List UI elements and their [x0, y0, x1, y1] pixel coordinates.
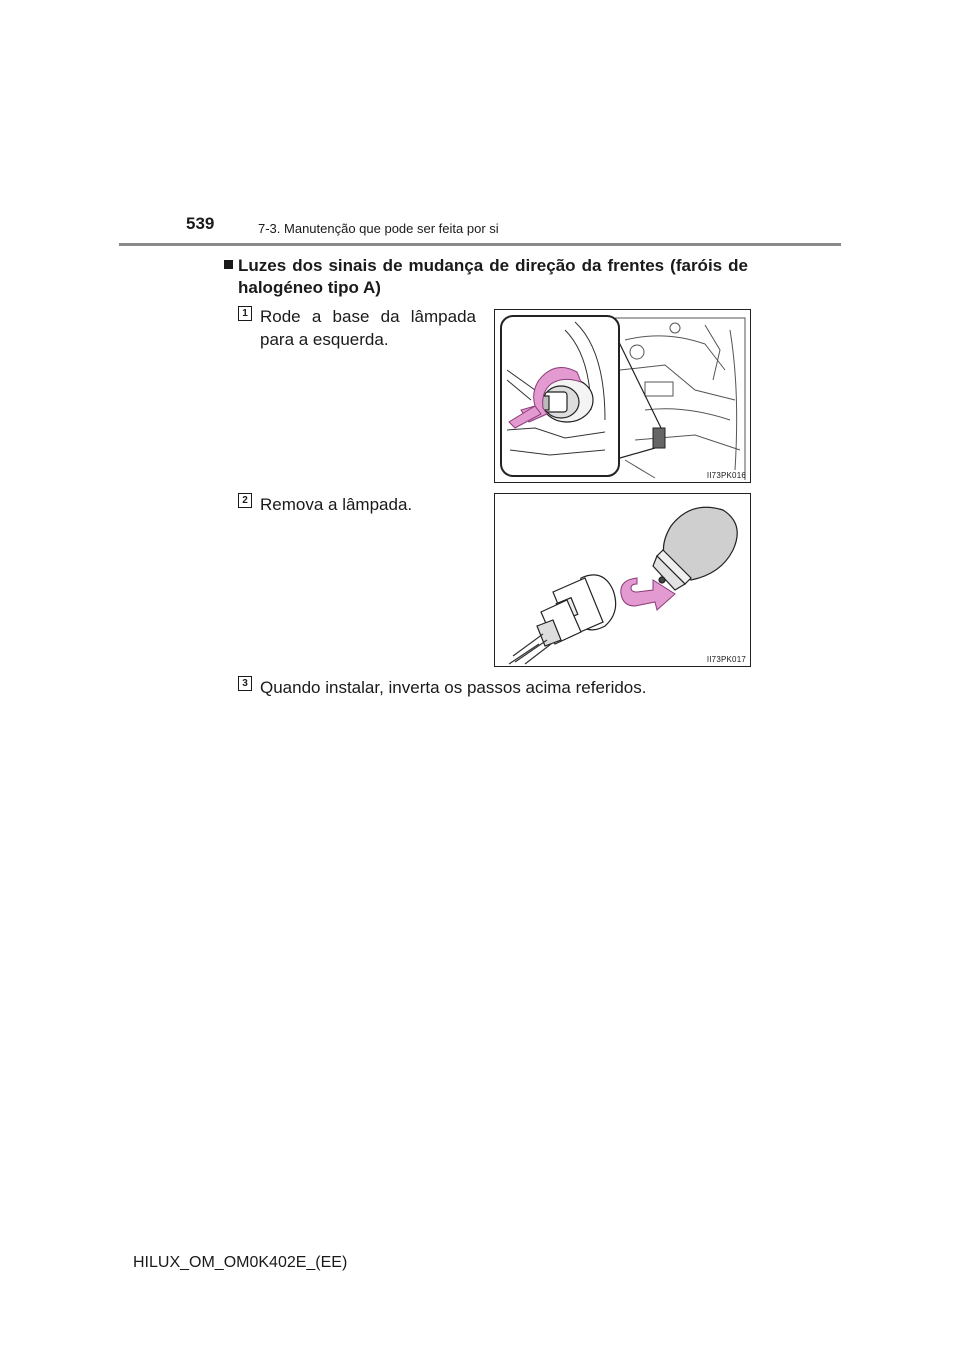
square-bullet-icon	[224, 260, 233, 269]
step-3-number: 3	[238, 676, 252, 691]
step-2-number: 2	[238, 493, 252, 508]
document-code-footer: HILUX_OM_OM0K402E_(EE)	[133, 1254, 348, 1271]
step-2-figure	[494, 493, 751, 667]
bulb-removal-illustration	[495, 494, 750, 666]
step-1-text: Rode a base da lâmpada para a esquerda.	[260, 307, 476, 349]
procedure-heading-text: Luzes dos sinais de mudança de direção da frentes (faróis de halogéneo tipo A)	[238, 256, 748, 297]
step-3-text: Quando instalar, inverta os passos acima referidos.	[260, 678, 647, 697]
step-2-figure-code: II73PK017	[706, 655, 746, 664]
step-1-figure-code: II73PK016	[706, 471, 746, 480]
step-1-number: 1	[238, 306, 252, 321]
bulb-base-rotate-illustration	[495, 310, 750, 482]
step-1-figure	[494, 309, 751, 483]
header-rule	[119, 243, 841, 246]
step-2-text: Remova a lâmpada.	[260, 495, 413, 514]
page-number: 539	[186, 214, 215, 233]
procedure-heading	[238, 255, 748, 299]
section-title: 7-3. Manutenção que pode ser feita por si	[258, 221, 499, 236]
